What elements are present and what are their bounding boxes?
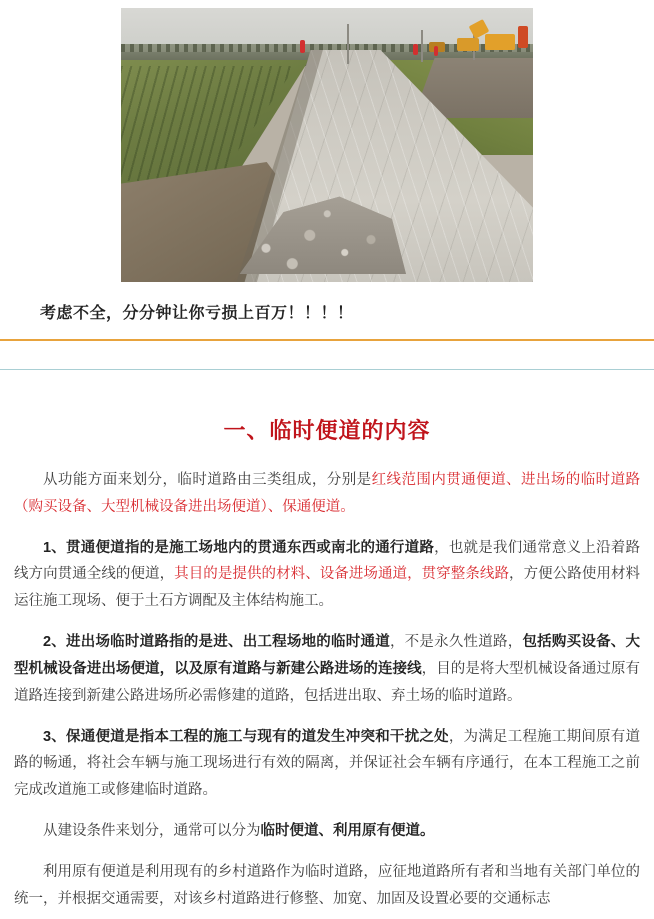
- hero-image-block: [0, 0, 654, 282]
- excavator-icon: [457, 38, 479, 51]
- text-run: ，也就是我们通常意义上沿着路线方向贯通全线的便道，: [14, 539, 641, 583]
- text-run: ，不是永久性道路，: [389, 634, 523, 651]
- text-run: 2、进出场临时道路指的是进、出工程场地的临时通道: [43, 634, 390, 651]
- worker-figure-icon: [434, 46, 438, 56]
- paragraph-p2: [14, 535, 640, 615]
- image-caption: 考虑不全，分分钟让你亏损上百万！！！！: [40, 305, 354, 322]
- utility-pole-icon: [421, 30, 423, 62]
- paragraph-p5: [14, 818, 640, 845]
- text-run: 从建设条件来划分，通常可以分为: [43, 822, 261, 839]
- text-run: ，目的是将大型机械设备通过原有道路连接到新建公路进场所必需修建的道路，包括进出取、弃土场的临时道路。: [14, 660, 641, 704]
- text-run: 利用原有便道是利用现有的乡村道路作为临时道路，应征地道路所有者和当地有关部门单位的统一，并根据交通需要，对该乡村道路进行修整、加宽、加固及设置必要的交通标志: [14, 863, 640, 907]
- paragraph-p6: [14, 859, 640, 913]
- text-run: 3、保通便道是指本工程的施工与现有的道发生冲突和干扰之处: [43, 728, 449, 745]
- text-run: 从功能方面来划分，临时道路由三类组成，分别是: [43, 472, 372, 488]
- text-run: ，为满足工程施工期间原有道路的畅通，将社会车辆与施工现场进行有效的隔离，并保证社会车辆有序通行，在本工程施工之前完成改道施工或修建临时道路。: [14, 728, 641, 799]
- orange-divider: [0, 339, 654, 341]
- text-run: ，方便公路使用材料运往施工现场、便于土石方调配及主体结构施工。: [14, 566, 641, 610]
- paragraph-p4: [14, 724, 640, 804]
- paragraph-p3: [14, 629, 640, 709]
- worker-figure-icon: [300, 40, 305, 53]
- teal-divider: [0, 369, 654, 370]
- text-run: 其目的是提供的材料、设备进场通道，贯穿整条线路: [174, 566, 510, 583]
- truck-icon: [518, 26, 528, 48]
- section-title: 一、临时便道的内容: [223, 418, 431, 443]
- text-run: 1、贯通便道指的是施工场地内的贯通东西或南北的通行道路: [43, 539, 435, 556]
- construction-site-photo: [121, 8, 533, 282]
- worker-figure-icon: [413, 44, 418, 55]
- text-run: 红线范围内贯通便道、进出场的临时道路（购买设备、大型机械设备进出场便道）、保通便道。: [14, 472, 641, 515]
- paragraph-p1: [14, 467, 640, 521]
- left-field-furrows: [121, 66, 296, 181]
- text-run: 临时便道、利用原有便道。: [260, 822, 435, 839]
- text-run: 包括购买设备、大型机械设备进出场便道，以及原有道路与新建公路进场的连接线: [14, 634, 641, 677]
- article-body: [0, 467, 654, 912]
- excavator-icon: [485, 34, 515, 50]
- utility-pole-icon: [347, 24, 349, 64]
